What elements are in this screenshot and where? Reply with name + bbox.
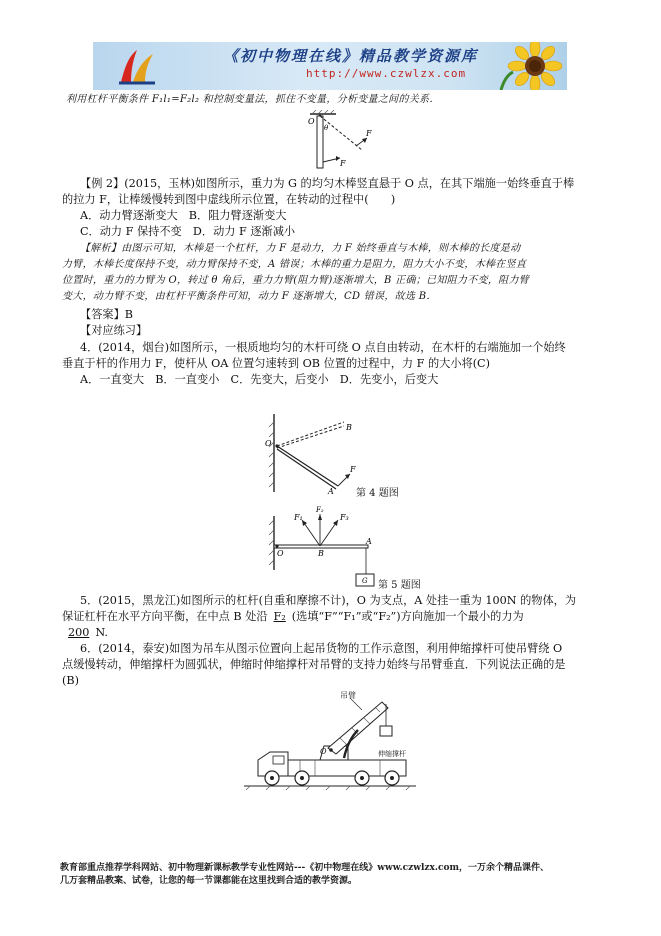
q4-figure [262, 412, 372, 494]
q5-label-g: G [362, 577, 368, 585]
q5-answer-blank-direction: F₂ [273, 610, 286, 623]
example2-analysis-line3: 位置时，重力的力臂为 O，转过 θ 角后，重力力臂(阻力臂)逐渐增大，B 正确；已知阻力不变，阻力臂 [62, 275, 530, 286]
fig1-label-o: O [308, 117, 315, 126]
q4-line2: 垂直于杆的作用力 F，使杆从 OA 位置匀速转到 OB 位置的过程中，力 F 的大小将(C) [62, 357, 490, 370]
site-logo-icon [115, 46, 159, 86]
sunflower-icon [491, 42, 563, 90]
footer-line2: 几万套精品教案、试卷，让您的每一节课都能在这里找到合适的教学资源。 [60, 876, 358, 886]
q4-line1: 4．(2014，烟台)如图所示，一根质地均匀的木杆可绕 O 点自由转动，在木杆的右端施加一个始终 [80, 341, 566, 354]
banner-url: http://www.czwlzx.com [306, 67, 467, 80]
footer-note [60, 862, 620, 888]
q6-crane-figure [240, 690, 420, 796]
q5-label-o: O [277, 549, 284, 558]
fig1-label-f-top: F [366, 129, 372, 138]
q4-label-a: A [328, 487, 334, 494]
q6-line2: 点缓慢转动，伸缩撑杆为圆弧状，伸缩时伸缩撑杆对吊臂的支持力始终与吊臂垂直．下列说法正确的是 [62, 658, 566, 671]
q5-line2 [62, 609, 524, 625]
q5-label-f3: F₃ [340, 513, 349, 522]
footer-line1: 教育部重点推荐学科网站、初中物理新课标教学专业性网站---《初中物理在线》www.czwlzx.com，一万余个精品课件、 [60, 863, 550, 873]
q4-caption: 第 4 题图 [356, 488, 399, 499]
q4-label-f: F [350, 465, 356, 474]
q5-line1: 5．(2015，黑龙江)如图所示的杠杆(自重和摩擦不计)，O 为支点，A 处挂一重为 100N 的物体，为 [80, 594, 577, 607]
q6-line3: (B) [62, 674, 79, 687]
example2-figure [300, 110, 380, 174]
q5-figure [262, 504, 382, 588]
q4-options: A．一直变大 B．一直变小 C．先变大，后变小 D．先变小，后变大 [80, 373, 439, 386]
q5-caption: 第 5 题图 [378, 580, 421, 591]
fig1-label-f-bottom: F [340, 159, 346, 168]
q5-line2-prefix: 保证杠杆在水平方向平衡，在中点 B 处沿 [62, 610, 268, 623]
q5-line2-suffix: (选填“F”“F₁”或“F₂”)方向施加一个最小的力为 [291, 610, 524, 623]
q6-line1: 6．(2014，泰安)如图为吊车从图示位置向上起吊货物的工作示意图，利用伸缩撑杆可使吊臂绕 O [80, 642, 563, 655]
header-banner [93, 42, 567, 90]
q5-line3-suffix: N. [95, 626, 108, 639]
example2-analysis-line4: 变大，动力臂不变，由杠杆平衡条件可知，动力 F 逐渐增大，CD 错误，故选 B． [62, 291, 437, 302]
q6-label-strut: 伸缩撑杆 [378, 750, 406, 758]
example2-answer: 【答案】B [80, 308, 133, 321]
example2-analysis-line2: 力臂，木棒长度保持不变，动力臂保持不变，A 错误；木棒的重力是阻力，阻力大小不变，木棒在竖直 [62, 259, 527, 270]
q5-label-f2: F₂ [316, 506, 324, 514]
q5-label-a: A [366, 537, 372, 546]
q5-answer-blank-force: 200 [68, 626, 90, 639]
q4-label-b: B [346, 423, 352, 432]
q5-line3 [62, 625, 108, 641]
intro-line: 利用杠杆平衡条件 F₁l₁=F₂l₂ 和控制变量法，抓住不变量，分析变量之间的关系． [66, 94, 440, 105]
example2-options-line2: C．动力 F 保持不变 D．动力 F 逐渐减小 [80, 225, 296, 238]
fig1-label-theta: θ [324, 124, 329, 132]
example2-options-line1: A．动力臂逐渐变大 B．阻力臂逐渐变大 [80, 209, 287, 222]
example2-question-line2: 的拉力 F，让棒缓慢转到图中虚线所示位置，在转动的过程中( ) [62, 193, 396, 206]
q4-label-o: O [265, 439, 272, 448]
example2-analysis-line1: 【解析】由图示可知，木棒是一个杠杆，力 F 是动力，力 F 始终垂直与木棒，则木棒的长度是动 [80, 243, 521, 254]
q5-label-b: B [318, 549, 324, 558]
banner-title: 《初中物理在线》精品教学资源库 [223, 47, 479, 65]
q6-label-boom: 吊臂 [340, 691, 356, 700]
example2-question-line1: 【例 2】(2015，玉林)如图所示，重力为 G 的均匀木棒竖直悬于 O 点，在其下端施一始终垂直于棒 [80, 177, 575, 190]
practice-heading: 【对应练习】 [80, 324, 148, 337]
q5-label-f1: F₁ [294, 513, 303, 522]
q6-label-o: O [320, 747, 327, 756]
